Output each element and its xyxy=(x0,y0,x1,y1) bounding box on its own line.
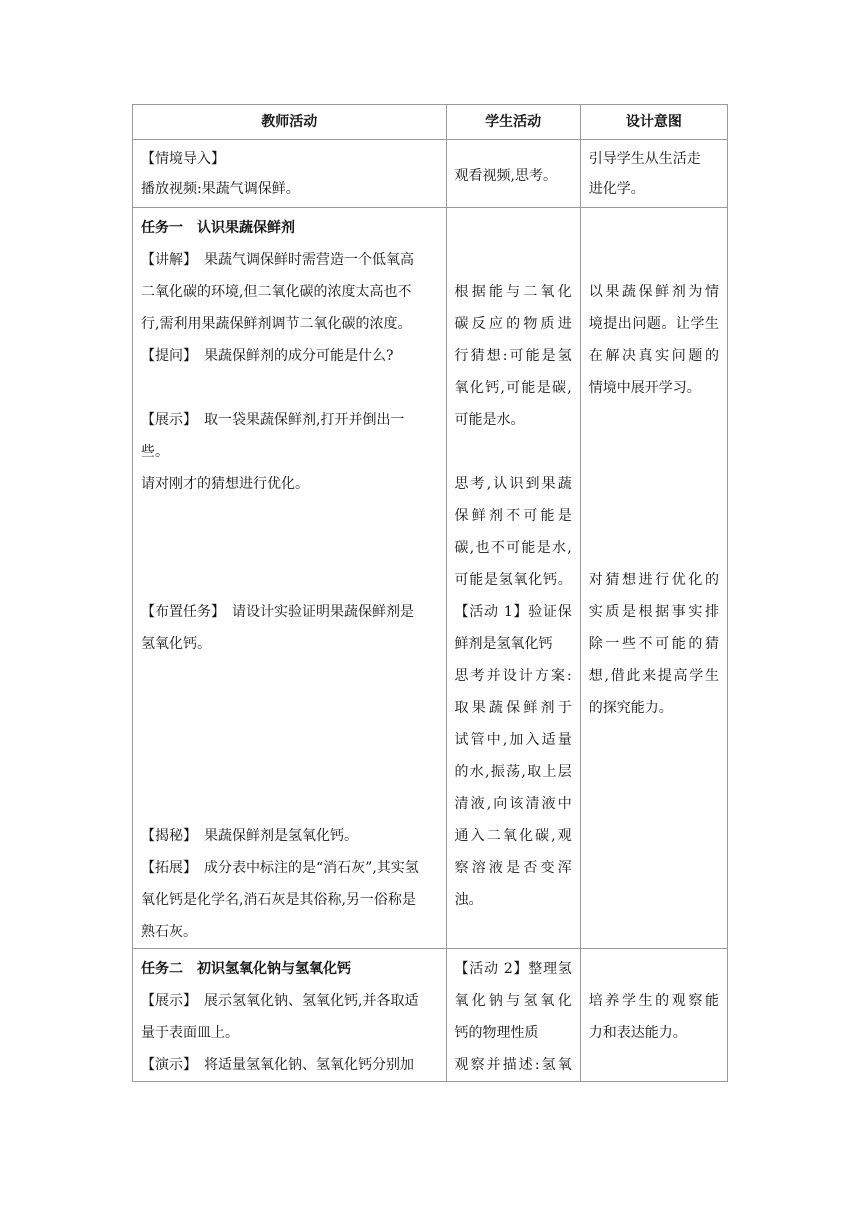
text-line: 些。 xyxy=(141,444,169,460)
spacer xyxy=(455,436,572,468)
spacer xyxy=(141,724,438,756)
table-row xyxy=(133,140,728,208)
text-line: 熟石灰。 xyxy=(141,924,197,940)
lesson-plan-table xyxy=(132,104,728,1082)
text-line: 行猜想:可能是氢 xyxy=(454,348,572,364)
spacer xyxy=(589,212,719,244)
spacer xyxy=(589,436,719,468)
spacer xyxy=(141,532,438,564)
text-line: 量于表面皿上。 xyxy=(141,1025,239,1041)
text-line: 碳反应的物质进 xyxy=(454,316,572,332)
text-line: 播放视频:果蔬气调保鲜。 xyxy=(141,181,300,197)
text-line: 【活动 1】验证保 xyxy=(454,604,572,620)
text-line: 通入二氧化碳,观 xyxy=(454,828,572,844)
text-line: 【提问】 果蔬保鲜剂的成分可能是什么? xyxy=(141,348,394,364)
row3-design-cell xyxy=(580,949,727,1082)
text-line: 想,借此来提高学生 xyxy=(588,668,719,684)
header-student: 学生活动 xyxy=(446,105,580,140)
spacer xyxy=(589,404,719,436)
header-teacher: 教师活动 xyxy=(133,105,447,140)
spacer xyxy=(455,212,572,244)
table-header-row xyxy=(133,105,728,140)
row3-student-cell xyxy=(446,949,580,1082)
text-line: 【情境导入】 xyxy=(141,151,225,167)
text-line: 取果蔬保鲜剂于 xyxy=(454,700,572,716)
text-line: 鲜剂是氢氧化钙 xyxy=(454,636,553,652)
row2-student-cell xyxy=(446,208,580,949)
spacer xyxy=(141,692,438,724)
spacer xyxy=(141,564,438,596)
spacer xyxy=(455,244,572,276)
text-line: 的探究能力。 xyxy=(588,700,673,716)
text-line: 观察并描述:氢氧 xyxy=(454,1057,572,1073)
text-line: 行,需利用果蔬保鲜剂调节二氧化碳的浓度。 xyxy=(141,316,412,332)
text-line: 【演示】 将适量氢氧化钠、氢氧化钙分别加 xyxy=(141,1057,414,1073)
text-line: 培养学生的观察能 xyxy=(588,993,719,1009)
text-line: 察溶液是否变浑 xyxy=(454,860,572,876)
text-line: 以果蔬保鲜剂为情 xyxy=(588,284,719,300)
table-row xyxy=(133,208,728,949)
text-line: 氧化钙,可能是碳, xyxy=(454,380,572,396)
text-line: 观看视频,思考。 xyxy=(454,168,557,184)
spacer xyxy=(589,532,719,564)
row1-teacher-cell xyxy=(133,140,447,208)
spacer xyxy=(141,372,438,404)
row3-teacher-cell xyxy=(133,949,447,1082)
text-line: 对猜想进行优化的 xyxy=(588,572,719,588)
row1-design-cell xyxy=(580,140,727,208)
text-line: 思考并设计方案: xyxy=(454,668,572,684)
text-line: 进化学。 xyxy=(588,181,645,197)
text-line: 【布置任务】 请设计实验证明果蔬保鲜剂是 xyxy=(141,604,414,620)
text-line: 氧化钠与氢氧化 xyxy=(454,993,572,1009)
text-line: 情境中展开学习。 xyxy=(588,380,701,396)
text-line: 【展示】 取一袋果蔬保鲜剂,打开并倒出一 xyxy=(141,412,405,428)
text-line: 氧化钙是化学名,消石灰是其俗称,另一俗称是 xyxy=(141,892,416,908)
text-line: 请对刚才的猜想进行优化。 xyxy=(141,476,309,492)
text-line: 二氧化碳的环境,但二氧化碳的浓度太高也不 xyxy=(141,284,412,300)
text-line: 【拓展】 成分表中标注的是“消石灰”,其实氢 xyxy=(141,860,419,876)
spacer xyxy=(589,953,719,985)
text-line: 【讲解】 果蔬气调保鲜时需营造一个低氧高 xyxy=(141,252,414,268)
text-line: 引导学生从生活走 xyxy=(588,151,701,167)
text-line: 钙的物理性质 xyxy=(454,1025,539,1041)
spacer xyxy=(589,500,719,532)
spacer xyxy=(589,244,719,276)
table-row xyxy=(133,949,728,1082)
text-line: 可能是氢氧化钙。 xyxy=(454,572,572,588)
text-line: 保鲜剂不可能是 xyxy=(454,508,572,524)
text-line: 氢氧化钙。 xyxy=(141,636,211,652)
row1-student-cell xyxy=(446,140,580,208)
text-line: 的水,振荡,取上层 xyxy=(454,764,572,780)
text-line: 实质是根据事实排 xyxy=(588,604,719,620)
text-line: 【揭秘】 果蔬保鲜剂是氢氧化钙。 xyxy=(141,828,358,844)
text-line: 力和表达能力。 xyxy=(588,1025,687,1041)
row2-teacher-cell xyxy=(133,208,447,949)
text-line: 境提出问题。让学生 xyxy=(588,316,719,332)
text-line: 浊。 xyxy=(454,892,483,908)
text-line: 在解决真实问题的 xyxy=(588,348,719,364)
text-line: 清液,向该清液中 xyxy=(454,796,572,812)
text-line: 碳,也不可能是水, xyxy=(454,540,572,556)
spacer xyxy=(141,660,438,692)
text-line: 试管中,加入适量 xyxy=(454,732,572,748)
task-two-title: 任务二 初识氢氧化钠与氢氧化钙 xyxy=(141,961,351,977)
text-line: 可能是水。 xyxy=(454,412,525,428)
spacer xyxy=(141,756,438,788)
task-one-title: 任务一 认识果蔬保鲜剂 xyxy=(141,220,295,236)
spacer xyxy=(141,788,438,820)
text-line: 【活动 2】整理氢 xyxy=(454,961,572,977)
row2-design-cell xyxy=(580,208,727,949)
text-line: 【展示】 展示氢氧化钠、氢氧化钙,并各取适 xyxy=(141,993,419,1009)
spacer xyxy=(589,468,719,500)
text-line: 根据能与二氧化 xyxy=(454,284,572,300)
text-line: 除一些不可能的猜 xyxy=(588,636,719,652)
text-line: 思考,认识到果蔬 xyxy=(454,476,572,492)
header-design: 设计意图 xyxy=(580,105,727,140)
spacer xyxy=(141,500,438,532)
